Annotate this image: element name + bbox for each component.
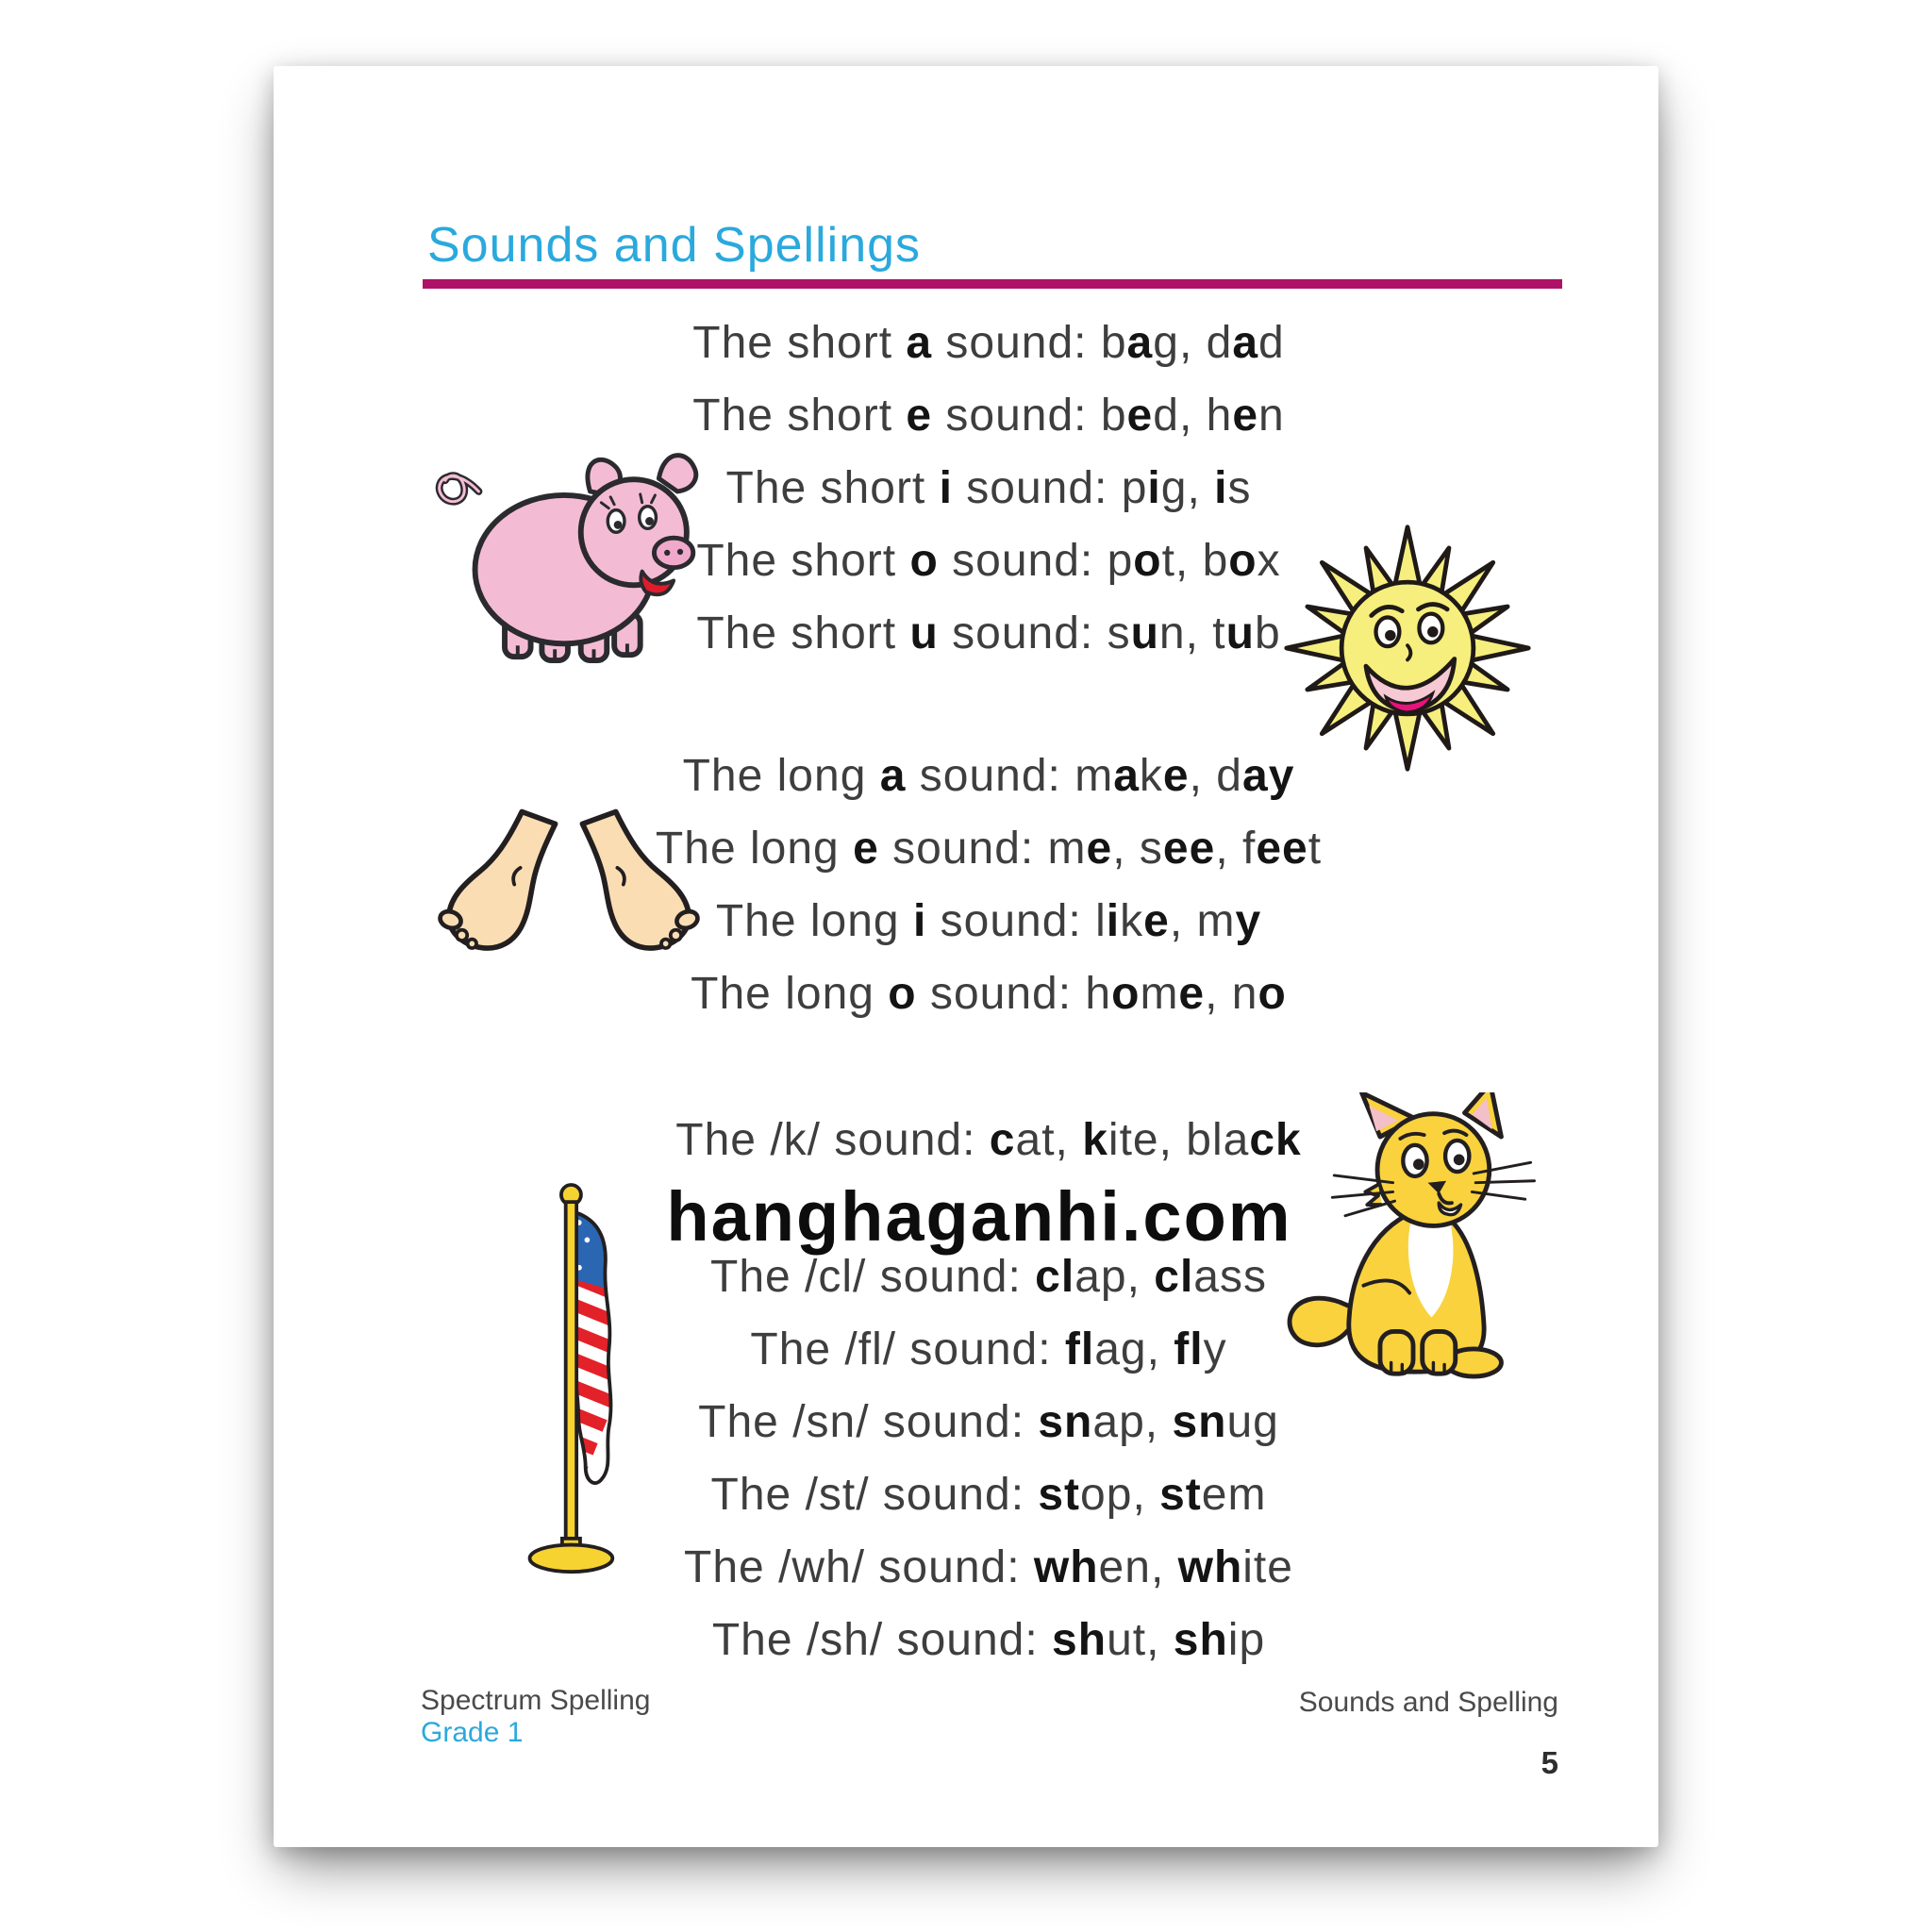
spelling-line: The long i sound: like, my [715,896,1262,946]
watermark-text: hanghaganhi.com [666,1177,1292,1256]
footer-book-title: Spectrum Spelling [421,1685,651,1716]
cat-head [1377,1114,1490,1226]
cat-illustration [1275,1092,1551,1391]
pig-snout [654,538,692,567]
spelling-line: The short e sound: bed, hen [692,391,1285,441]
footer-grade: Grade 1 [421,1717,524,1748]
footer-left [421,1685,650,1749]
cat-front-paw [1423,1331,1456,1374]
spelling-line: The long o sound: home, no [691,969,1287,1019]
feet-illustration [436,805,702,986]
page-title: Sounds and Spellings [427,218,922,273]
spelling-line: The /fl/ sound: flag, fly [750,1324,1227,1374]
pig-illustration [425,432,704,664]
spelling-line: The /st/ sound: stop, stem [710,1470,1267,1520]
spelling-line: The /wh/ sound: when, white [684,1542,1293,1592]
flagpole-base [530,1545,613,1573]
left-foot [436,805,558,962]
sun-illustration [1281,522,1534,774]
spelling-line: The /cl/ sound: clap, class [710,1252,1267,1302]
cat-front-paw [1380,1331,1413,1374]
flag-illustration [521,1182,638,1578]
footer-section-title: Sounds and Spelling [1298,1687,1558,1718]
right-foot [579,805,702,962]
title-underline-rule [423,279,1562,289]
spelling-line: The short o sound: pot, box [696,536,1281,586]
page-number: 5 [1541,1745,1558,1780]
spelling-line: The short a sound: bag, dad [692,318,1285,368]
spelling-line: The long e sound: me, see, feet [655,824,1323,874]
workbook-page [274,66,1658,1847]
spelling-line: The /sn/ sound: snap, snug [698,1397,1279,1447]
spelling-line: The short i sound: pig, is [725,463,1252,513]
spelling-line: The short u sound: sun, tub [696,608,1281,658]
flagpole [566,1202,576,1542]
spelling-line: The /sh/ sound: shut, ship [711,1615,1266,1665]
spelling-line: The long a sound: make, day [682,751,1295,801]
flag-canton [538,1198,627,1290]
spelling-line: The /k/ sound: cat, kite, black [675,1115,1302,1165]
